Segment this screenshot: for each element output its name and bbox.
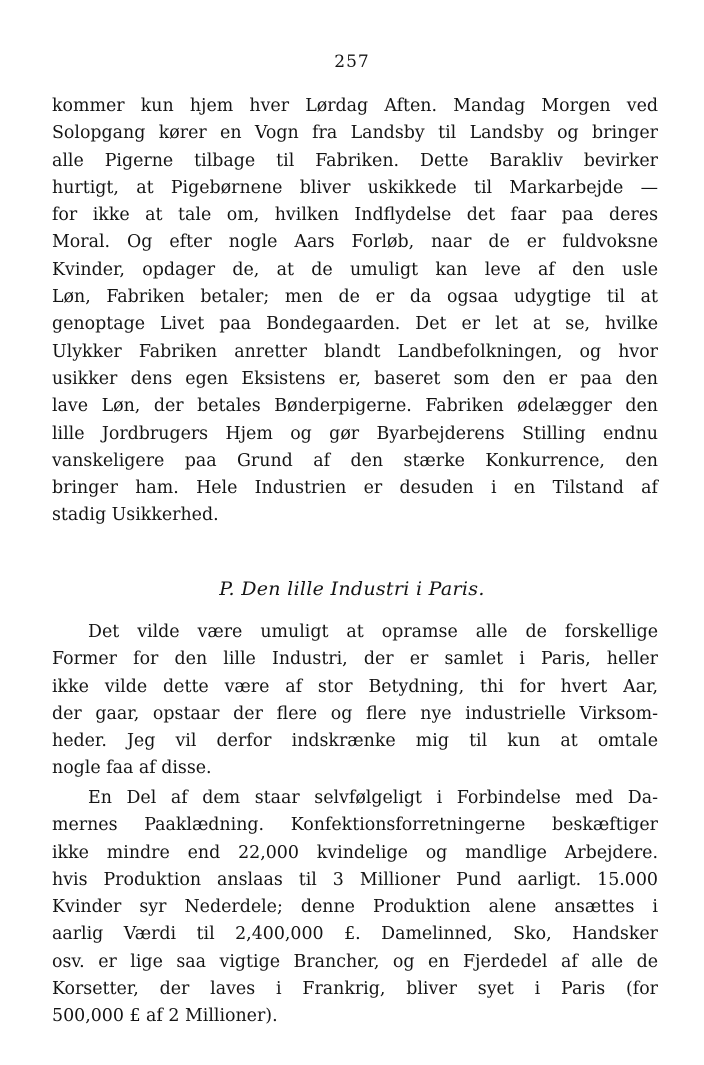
text-line: Korsetter, der laves i Frankrig, bliver syet i Paris (for — [52, 979, 658, 1000]
text-line: der gaar, opstaar der flere og flere nye industrielle Virksom- — [52, 703, 658, 724]
text-line: Det vilde være umuligt at opramse alle de forskellige — [88, 622, 658, 642]
text-line: stadig Usikkerhed. — [52, 505, 219, 526]
text-line: nogle faa af disse. — [52, 758, 212, 779]
text-line: Kvinder, opdager de, at de umuligt kan leve af den usle — [52, 259, 658, 280]
text-line: Moral. Og efter nogle Aars Forløb, naar de er fuldvoksne — [52, 232, 658, 253]
page-number: 257 — [334, 52, 370, 72]
text-line: usikker dens egen Eksistens er, baseret som den er paa den — [52, 368, 658, 389]
text-line: genoptage Livet paa Bondegaarden. Det er let at se, hvilke — [52, 314, 658, 335]
paragraph-2 — [52, 619, 658, 783]
text-line: Former for den lille Industri, der er samlet i Paris, heller — [52, 649, 658, 670]
text-line: bringer ham. Hele Industrien er desuden i en Tilstand af — [52, 478, 658, 499]
paragraph-3 — [52, 785, 658, 1031]
text-line: Solopgang kører en Vogn fra Landsby til Landsby og bringer — [52, 123, 658, 144]
text-line: Ulykker Fabriken anretter blandt Landbefolkningen, og hvor — [52, 341, 658, 362]
text-line: lave Løn, der betales Bønderpigerne. Fabriken ødelægger den — [52, 396, 658, 417]
paragraph-1 — [52, 93, 658, 530]
text-line: ikke vilde dette være af stor Betydning, thi for hvert Aar, — [52, 676, 658, 697]
text-line: aarlig Værdi til 2,400,000 £. Damelinned, Sko, Handsker — [52, 924, 658, 945]
text-line: heder. Jeg vil derfor indskrænke mig til kun at omtale — [52, 731, 658, 752]
text-line: 500,000 £ af 2 Millioner). — [52, 1006, 278, 1027]
text-line: osv. er lige saa vigtige Brancher, og en Fjerdedel af alle de — [52, 951, 658, 972]
text-line: alle Pigerne tilbage til Fabriken. Dette Barakliv bevirker — [52, 150, 658, 171]
text-line: for ikke at tale om, hvilken Indflydelse det faar paa deres — [52, 205, 658, 226]
text-line: hurtigt, at Pigebørnene bliver uskikkede til Markarbejde — — [52, 177, 658, 198]
text-line: lille Jordbrugers Hjem og gør Byarbejderens Stilling endnu — [52, 423, 658, 444]
text-line: vanskeligere paa Grund af den stærke Konkurrence, den — [52, 450, 658, 471]
text-line: mernes Paaklædning. Konfektionsforretningerne beskæftiger — [52, 815, 658, 836]
section-heading: P. Den lille Industri i Paris. — [219, 578, 485, 600]
text-line: Løn, Fabriken betaler; men de er da ogsaa udygtige til at — [52, 287, 658, 308]
text-line: En Del af dem staar selvfølgeligt i Forbindelse med Da- — [88, 788, 658, 808]
text-line: hvis Produktion anslaas til 3 Millioner Pund aarligt. 15.000 — [52, 869, 658, 890]
text-line: ikke mindre end 22,000 kvindelige og mandlige Arbejdere. — [52, 842, 658, 863]
text-line: Kvinder syr Nederdele; denne Produktion alene ansættes i — [52, 897, 658, 918]
text-line: kommer kun hjem hver Lørdag Aften. Mandag Morgen ved — [52, 96, 658, 116]
